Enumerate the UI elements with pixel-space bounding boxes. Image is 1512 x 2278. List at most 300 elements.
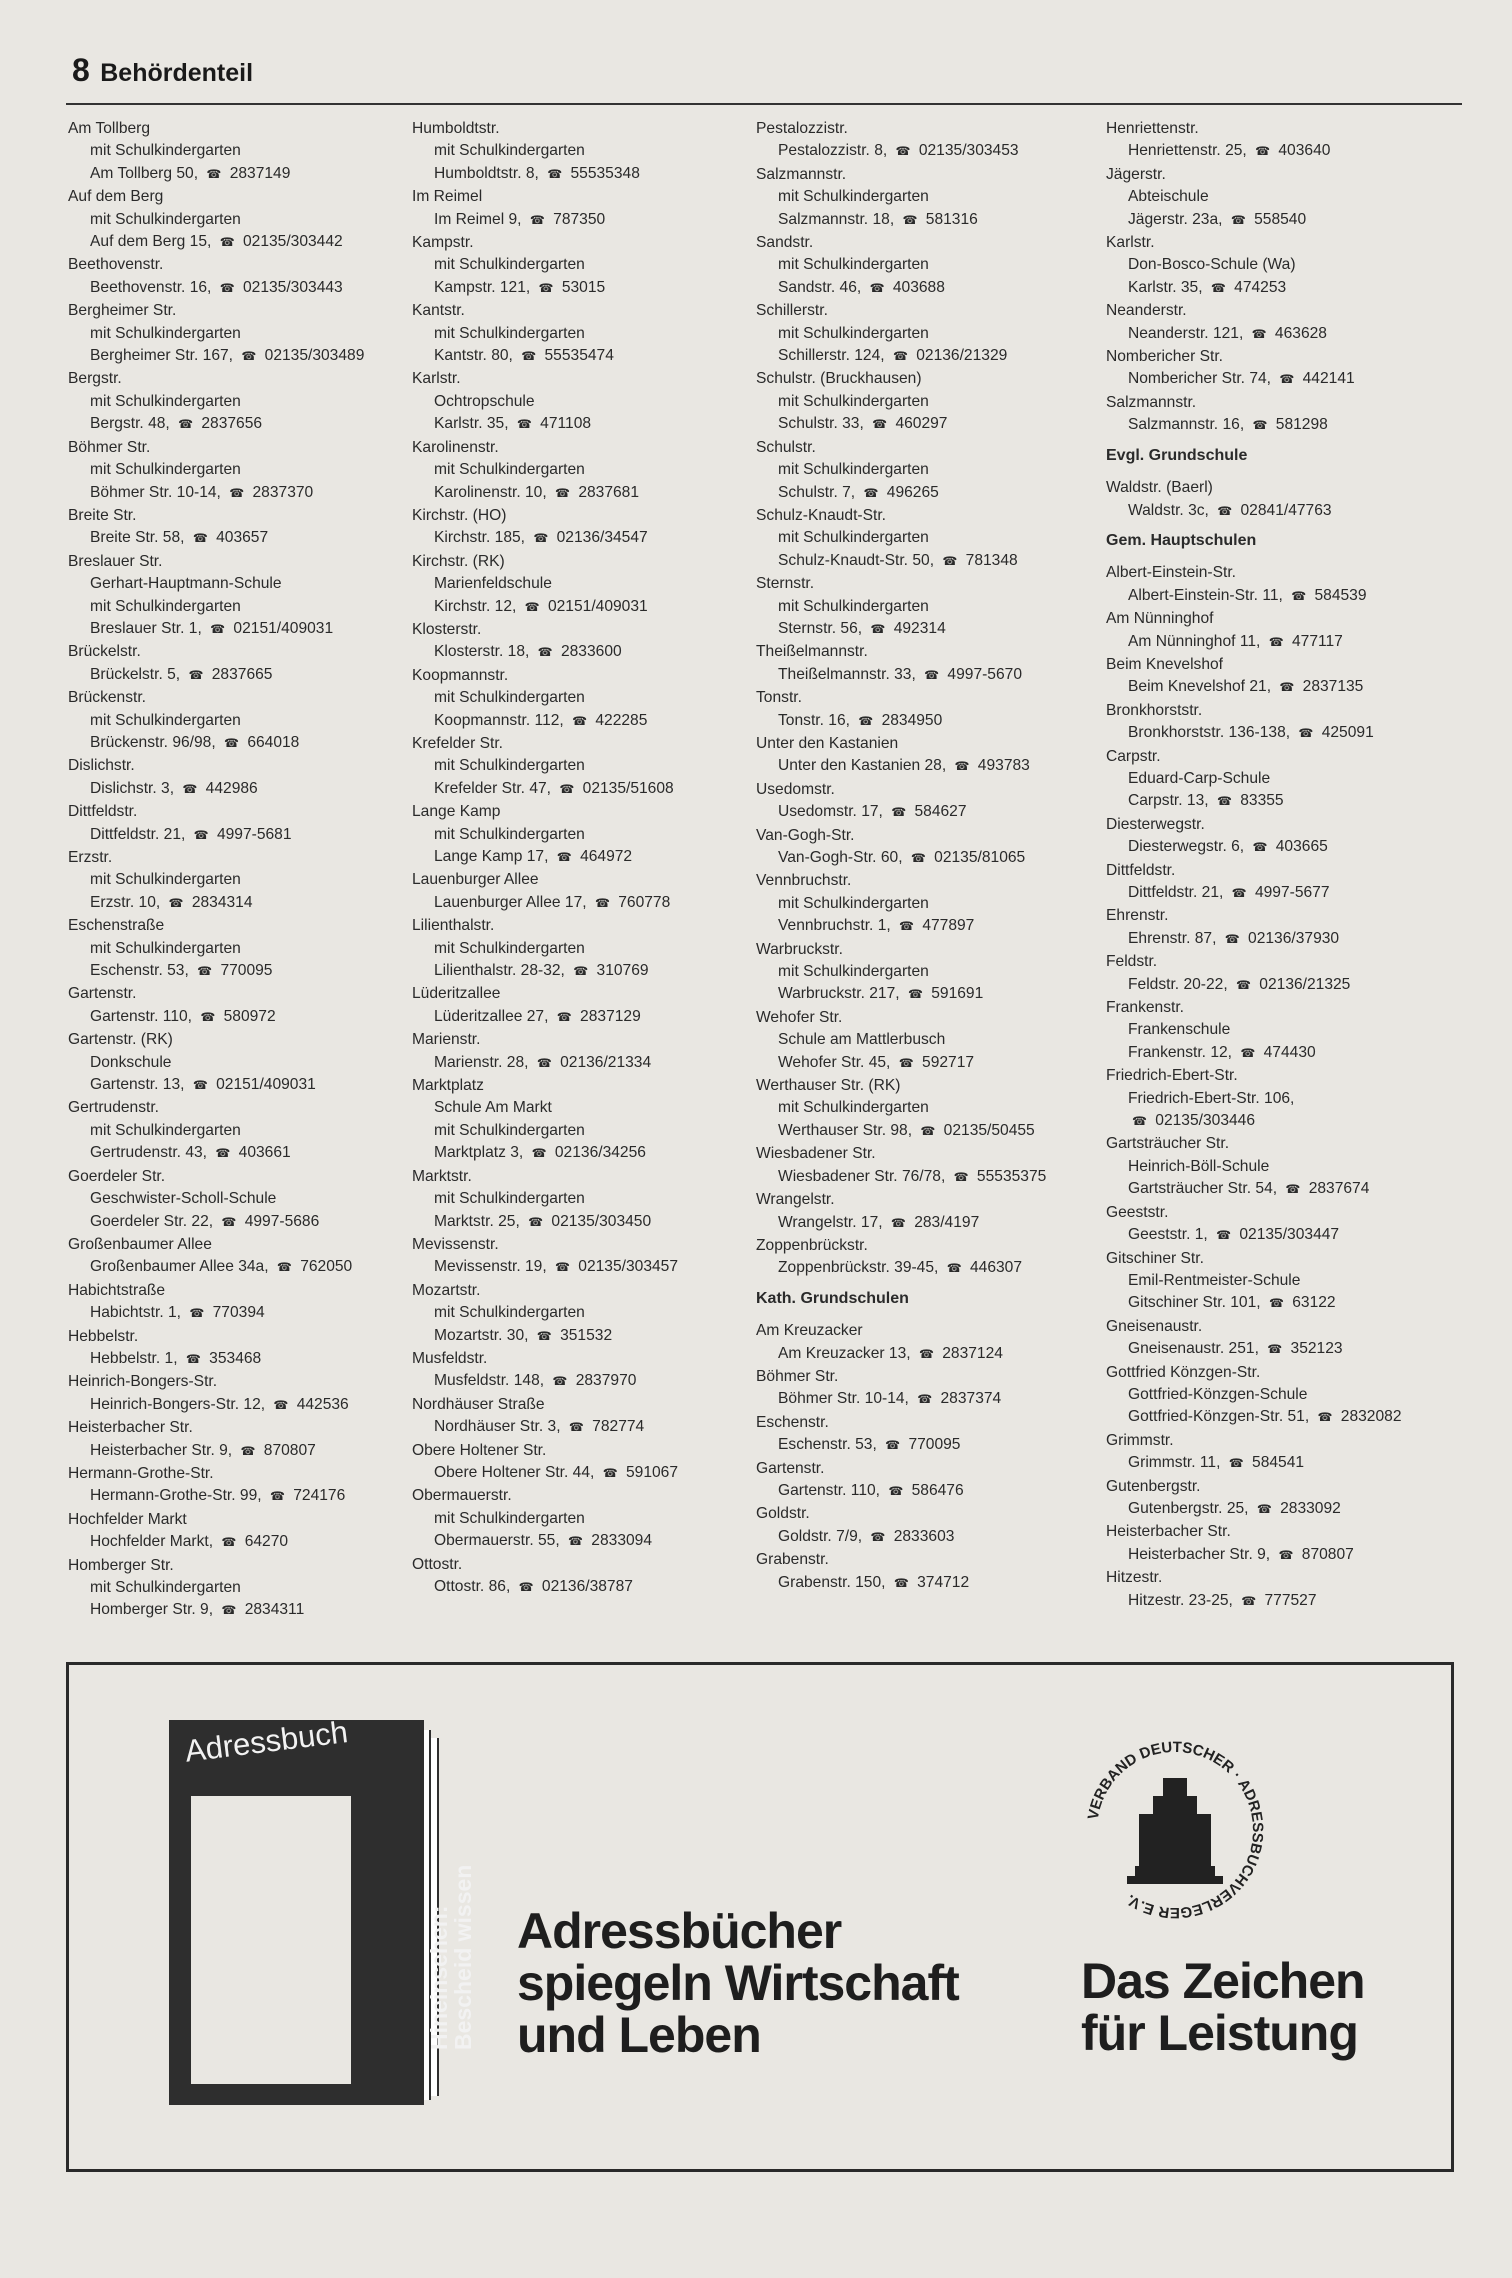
phone-icon: ☎	[1291, 588, 1307, 603]
entry-street: Hermann-Grothe-Str.	[68, 1464, 214, 1482]
school-entry	[68, 1509, 398, 1554]
entry-detail: mit Schulkindergarten	[90, 1579, 241, 1596]
phone-icon: ☎	[536, 1055, 552, 1070]
phone-icon: ☎	[1230, 212, 1246, 227]
phone-icon: ☎	[1298, 726, 1314, 741]
phone-icon: ☎	[1252, 418, 1268, 433]
entry-street: Karolinenstr.	[412, 438, 499, 456]
school-entry	[756, 437, 1096, 504]
entry-street: Hitzestr.	[1106, 1569, 1163, 1587]
entry-detail: mit Schulkindergarten	[778, 894, 929, 912]
phone-icon: ☎	[276, 1260, 292, 1275]
entry-detail: Schule am Mattlerbusch	[778, 1031, 946, 1049]
school-entry	[1106, 1362, 1462, 1429]
phone-icon: ☎	[1231, 886, 1247, 900]
entry-detail: mit Schulkindergarten	[434, 1509, 585, 1527]
entry-street: Usedomstr.	[756, 780, 835, 798]
entry-street: Habichtstraße	[68, 1281, 166, 1299]
entry-detail: Abteischule	[1128, 188, 1209, 206]
entry-detail: Großenbaumer Allee 34a, ☎ 762050	[90, 1258, 353, 1276]
entry-street: Henriettenstr.	[1106, 120, 1199, 137]
entry-detail: mit Schulkindergarten	[778, 324, 929, 342]
school-entry	[1106, 477, 1462, 522]
entry-street: Lange Kamp	[412, 803, 501, 821]
entry-detail: Marienstr. 28, ☎ 02136/21334	[434, 1053, 652, 1071]
book-title: Adressbuch	[183, 1714, 350, 1769]
entry-detail: Kantstr. 80, ☎ 55535474	[434, 347, 614, 365]
entry-detail: Erzstr. 10, ☎ 2834314	[90, 893, 253, 911]
entry-detail: Heinrich-Bongers-Str. 12, ☎ 442536	[90, 1395, 349, 1413]
entry-detail: mit Schulkindergarten	[90, 1121, 241, 1139]
phone-icon: ☎	[528, 1214, 544, 1229]
school-entry	[412, 1075, 742, 1165]
entry-detail: mit Schulkindergarten	[778, 597, 929, 615]
school-entry	[756, 1366, 1096, 1411]
phone-icon: ☎	[537, 645, 553, 660]
entry-street: Kirchstr. (RK)	[412, 552, 505, 570]
book-spine-line-1: Hineinsehen:	[426, 1905, 452, 2050]
entry-detail: Pestalozzistr. 8, ☎ 02135/303453	[778, 142, 1019, 160]
phone-icon: ☎	[869, 280, 885, 295]
entry-detail: Brückelstr. 5, ☎ 2837665	[90, 665, 273, 683]
school-entry	[68, 1280, 398, 1325]
entry-detail: mit Schulkindergarten	[778, 1099, 929, 1117]
phone-icon: ☎	[200, 1009, 216, 1024]
entry-street: Eschenstr.	[756, 1413, 829, 1431]
entry-detail: Sandstr. 46, ☎ 403688	[778, 278, 945, 296]
entry-detail: Marienfeldschule	[434, 575, 552, 593]
entry-detail: Grabenstr. 150, ☎ 374712	[778, 1573, 970, 1591]
entry-street: Lüderitzallee	[412, 985, 501, 1003]
school-entry	[412, 551, 742, 618]
phone-icon: ☎	[521, 349, 537, 364]
school-entry	[412, 118, 742, 185]
school-entry	[412, 1394, 742, 1439]
entry-detail: mit Schulkindergarten	[778, 529, 929, 547]
school-entry	[1106, 118, 1462, 163]
phone-icon: ☎	[221, 1603, 237, 1618]
school-entry	[756, 1007, 1096, 1074]
entry-detail: Klosterstr. 18, ☎ 2833600	[434, 643, 622, 661]
entry-street: Albert-Einstein-Str.	[1106, 564, 1236, 582]
entry-street: Pestalozzistr.	[756, 120, 848, 137]
entry-detail: mit Schulkindergarten	[778, 461, 929, 479]
entry-detail: Eschenstr. 53, ☎ 770095	[778, 1436, 961, 1454]
entry-street: Wiesbadener Str.	[756, 1145, 876, 1163]
phone-icon: ☎	[168, 895, 184, 910]
entry-detail: Gertrudenstr. 43, ☎ 403661	[90, 1144, 291, 1162]
entry-detail: Schulstr. 33, ☎ 460297	[778, 415, 948, 433]
entry-street: Goerdeler Str.	[68, 1167, 166, 1185]
school-entry	[756, 1412, 1096, 1457]
entry-detail: Koopmannstr. 112, ☎ 422285	[434, 711, 648, 729]
phone-icon: ☎	[518, 1580, 534, 1594]
school-entry	[756, 939, 1096, 1006]
entry-detail: Lauenburger Allee 17, ☎ 760778	[434, 893, 671, 911]
entry-detail: Ehrenstr. 87, ☎ 02136/37930	[1128, 929, 1340, 947]
phone-icon: ☎	[1252, 840, 1268, 855]
school-entry	[756, 825, 1096, 870]
entry-street: Eschenstraße	[68, 917, 165, 935]
school-entry	[1106, 1316, 1462, 1361]
entry-detail: Nombericher Str. 74, ☎ 442141	[1128, 370, 1355, 388]
entry-detail: mit Schulkindergarten	[90, 210, 241, 228]
entry-street: Gartenstr.	[756, 1459, 825, 1477]
entry-street: Heisterbacher Str.	[68, 1419, 193, 1437]
school-entry	[68, 1555, 398, 1622]
school-entry	[412, 1166, 742, 1233]
school-entry	[756, 687, 1096, 732]
phone-icon: ☎	[572, 713, 588, 728]
entry-detail: Salzmannstr. 16, ☎ 581298	[1128, 416, 1328, 434]
entry-detail: Mevissenstr. 19, ☎ 02135/303457	[434, 1258, 679, 1276]
school-entry	[412, 915, 742, 982]
entry-detail: Henriettenstr. 25, ☎ 403640	[1128, 142, 1331, 160]
phone-icon: ☎	[1240, 1045, 1256, 1060]
school-entry	[756, 1320, 1096, 1365]
school-entry	[1106, 951, 1462, 996]
entry-street: Homberger Str.	[68, 1556, 174, 1574]
section-heading: Gem. Hauptschulen	[1106, 531, 1257, 549]
entry-detail: Geschwister-Scholl-Schule	[90, 1190, 277, 1208]
entry-detail: mit Schulkindergarten	[778, 256, 929, 274]
school-entry	[756, 641, 1096, 686]
entry-street: Neanderstr.	[1106, 302, 1187, 320]
phone-icon: ☎	[192, 531, 208, 546]
entry-detail: Gartsträucher Str. 54, ☎ 2837674	[1128, 1180, 1370, 1198]
entry-detail: Vennbruchstr. 1, ☎ 477897	[778, 917, 975, 935]
entry-detail: Kampstr. 121, ☎ 53015	[434, 278, 606, 296]
phone-icon: ☎	[898, 1055, 914, 1070]
phone-icon: ☎	[858, 713, 874, 728]
entry-detail: Böhmer Str. 10-14, ☎ 2837370	[90, 483, 314, 501]
entry-detail: Obermauerstr. 55, ☎ 2833094	[434, 1532, 653, 1550]
entry-street: Carpstr.	[1106, 747, 1161, 765]
entry-detail: Unter den Kastanien 28, ☎ 493783	[778, 757, 1030, 775]
entry-detail: Dittfeldstr. 21, ☎ 4997-5681	[90, 825, 292, 843]
entry-street: Marienstr.	[412, 1031, 481, 1049]
phone-icon: ☎	[953, 1169, 969, 1184]
phone-icon: ☎	[1279, 372, 1295, 387]
school-entry	[756, 1458, 1096, 1503]
school-entry	[68, 1326, 398, 1371]
phone-icon: ☎	[206, 166, 222, 181]
entry-street: Gartsträucher Str.	[1106, 1135, 1230, 1153]
school-entry	[1106, 392, 1462, 437]
entry-street: Warbruckstr.	[756, 940, 843, 958]
entry-detail: Gerhart-Hauptmann-Schule	[90, 575, 282, 593]
entry-street: Marktstr.	[412, 1167, 472, 1185]
phone-icon: ☎	[870, 621, 886, 636]
school-entry	[68, 505, 398, 550]
book-spine-text	[427, 1690, 475, 2050]
phone-icon: ☎	[224, 735, 239, 750]
entry-street: Dittfeldstr.	[1106, 861, 1176, 879]
school-entry	[412, 1029, 742, 1074]
entry-detail: Werthauser Str. 98, ☎ 02135/50455	[778, 1121, 1035, 1139]
entry-detail: Mozartstr. 30, ☎ 351532	[434, 1326, 613, 1344]
school-entry	[1106, 608, 1462, 653]
entry-street: Karlstr.	[412, 370, 461, 388]
entry-street: Heisterbacher Str.	[1106, 1523, 1231, 1541]
entry-street: Klosterstr.	[412, 620, 482, 638]
phone-icon: ☎	[559, 781, 575, 796]
school-entry	[756, 1075, 1096, 1142]
entry-street: Wrangelstr.	[756, 1191, 835, 1209]
school-entry	[412, 733, 742, 800]
entry-street: Krefelder Str.	[412, 734, 504, 752]
entry-detail: mit Schulkindergarten	[434, 461, 585, 479]
phone-icon: ☎	[568, 1534, 583, 1549]
school-entry	[412, 869, 742, 914]
phone-icon: ☎	[219, 235, 235, 250]
phone-icon: ☎	[920, 1123, 936, 1138]
entry-detail: Warbruckstr. 217, ☎ 591691	[778, 985, 984, 1003]
slogan-left-line-1: Adressbücher	[517, 1903, 842, 1959]
school-entry	[412, 232, 742, 299]
directory-column-3	[756, 118, 1096, 1595]
slogan-right-line-2: für Leistung	[1081, 2005, 1358, 2061]
verband-logo	[1075, 1730, 1275, 1930]
entry-street: Im Reimel	[412, 188, 483, 206]
phone-icon: ☎	[529, 212, 545, 227]
entry-street: Gartenstr. (RK)	[68, 1031, 173, 1049]
school-entry	[1106, 1248, 1462, 1315]
entry-street: Unter den Kastanien	[756, 734, 899, 752]
entry-detail: mit Schulkindergarten	[90, 871, 241, 889]
entry-detail: Beim Knevelshof 21, ☎ 2837135	[1128, 678, 1364, 696]
school-entry	[1106, 860, 1462, 905]
phone-icon: ☎	[924, 667, 940, 682]
entry-detail: mit Schulkindergarten	[90, 324, 241, 342]
entry-street: Humboldtstr.	[412, 120, 500, 137]
phone-icon: ☎	[893, 1575, 909, 1590]
phone-icon: ☎	[910, 851, 926, 865]
entry-street: Obere Holtener Str.	[412, 1441, 547, 1459]
school-entry	[412, 1348, 742, 1393]
phone-icon: ☎	[1216, 794, 1232, 809]
section-heading: Evgl. Grundschule	[1106, 446, 1248, 464]
entry-detail: Lange Kamp 17, ☎ 464972	[434, 848, 633, 865]
entry-street: Karlstr.	[1106, 234, 1155, 252]
phone-icon: ☎	[890, 1215, 906, 1230]
slogan-left	[517, 1905, 959, 2061]
phone-icon: ☎	[1268, 634, 1284, 649]
entry-detail: Gneisenaustr. 251, ☎ 352123	[1128, 1340, 1343, 1358]
school-entry	[68, 1371, 398, 1416]
entry-street: Beethovenstr.	[68, 256, 164, 274]
entry-street: Salzmannstr.	[756, 165, 847, 183]
entry-street: Schulstr. (Bruckhausen)	[756, 370, 922, 388]
entry-street: Lauenburger Allee	[412, 871, 539, 889]
school-entry	[412, 437, 742, 504]
entry-street: Schulz-Knaudt-Str.	[756, 506, 887, 524]
entry-detail: mit Schulkindergarten	[90, 939, 241, 957]
school-entry	[68, 915, 398, 982]
phone-icon: ☎	[516, 417, 532, 432]
school-entry	[68, 1463, 398, 1508]
school-entry	[1106, 814, 1462, 859]
entry-detail: Böhmer Str. 10-14, ☎ 2837374	[778, 1390, 1002, 1408]
entry-street: Grabenstr.	[756, 1551, 829, 1569]
entry-detail: Theißelmannstr. 33, ☎ 4997-5670	[778, 665, 1022, 683]
entry-detail: Gartenstr. 13, ☎ 02151/409031	[90, 1076, 316, 1094]
school-entry	[412, 1485, 742, 1552]
entry-detail: Wiesbadener Str. 76/78, ☎ 55535375	[778, 1167, 1047, 1185]
phone-icon: ☎	[552, 1374, 568, 1389]
entry-street: Zoppenbrückstr.	[756, 1236, 868, 1254]
entry-detail: Habichtstr. 1, ☎ 770394	[90, 1304, 265, 1322]
entry-detail: Marktplatz 3, ☎ 02136/34256	[434, 1144, 646, 1162]
school-entry	[1106, 1521, 1462, 1566]
phone-icon: ☎	[273, 1397, 289, 1412]
phone-icon: ☎	[185, 1351, 201, 1366]
phone-icon: ☎	[221, 1535, 237, 1550]
entry-street: Großenbaumer Allee	[68, 1235, 212, 1253]
phone-icon: ☎	[555, 485, 570, 500]
entry-detail: Jägerstr. 23a, ☎ 558540	[1128, 210, 1307, 228]
entry-detail: Heisterbacher Str. 9, ☎ 870807	[1128, 1545, 1354, 1563]
school-entry	[68, 801, 398, 846]
entry-detail: ☎ 02135/303446	[1132, 1112, 1256, 1130]
entry-detail: Bergheimer Str. 167, ☎ 02135/303489	[90, 347, 365, 365]
school-entry	[68, 1097, 398, 1164]
entry-detail: Gartenstr. 110, ☎ 580972	[90, 1007, 276, 1025]
school-entry	[1106, 1133, 1462, 1200]
school-entry	[412, 1440, 742, 1485]
phone-icon: ☎	[918, 1346, 934, 1361]
school-entry	[1106, 1476, 1462, 1521]
entry-street: Nombericher Str.	[1106, 348, 1223, 366]
entry-detail: Geeststr. 1, ☎ 02135/303447	[1128, 1226, 1340, 1244]
entry-detail: Dittfeldstr. 21, ☎ 4997-5677	[1128, 884, 1330, 901]
entry-detail: mit Schulkindergarten	[434, 757, 585, 775]
entry-street: Vennbruchstr.	[756, 872, 852, 890]
school-entry	[412, 1234, 742, 1279]
entry-detail: Auf dem Berg 15, ☎ 02135/303442	[90, 233, 343, 251]
entry-street: Theißelmannstr.	[756, 643, 868, 661]
entry-detail: Schulz-Knaudt-Str. 50, ☎ 781348	[778, 551, 1018, 569]
logo-building-icon	[1127, 1778, 1223, 1884]
entry-detail: Marktstr. 25, ☎ 02135/303450	[434, 1212, 652, 1230]
phone-icon: ☎	[1216, 1228, 1232, 1243]
school-entry	[756, 118, 1096, 163]
entry-detail: mit Schulkindergarten	[434, 1190, 585, 1208]
school-entry	[1106, 346, 1462, 391]
entry-detail: mit Schulkindergarten	[434, 1304, 585, 1322]
school-entry	[412, 186, 742, 231]
entry-street: Ehrenstr.	[1106, 907, 1169, 925]
entry-detail: Bergstr. 48, ☎ 2837656	[90, 415, 263, 433]
school-entry	[68, 983, 398, 1028]
entry-detail: Am Tollberg 50, ☎ 2837149	[90, 164, 291, 182]
phone-icon: ☎	[1278, 1547, 1294, 1562]
entry-detail: Feldstr. 20-22, ☎ 02136/21325	[1128, 975, 1351, 993]
entry-street: Friedrich-Ebert-Str.	[1106, 1067, 1238, 1085]
entry-street: Bergheimer Str.	[68, 302, 177, 320]
entry-detail: Kirchstr. 12, ☎ 02151/409031	[434, 597, 648, 615]
entry-detail: Wrangelstr. 17, ☎ 283/4197	[778, 1213, 980, 1231]
entry-street: Wehofer Str.	[756, 1008, 843, 1026]
phone-icon: ☎	[954, 759, 970, 774]
phone-icon: ☎	[1317, 1410, 1333, 1425]
school-entry	[1106, 997, 1462, 1064]
phone-icon: ☎	[942, 553, 958, 568]
phone-icon: ☎	[946, 1261, 962, 1276]
directory-column-1	[68, 118, 398, 1623]
entry-detail: Sternstr. 56, ☎ 492314	[778, 619, 946, 637]
entry-street: Van-Gogh-Str.	[756, 826, 855, 844]
phone-icon: ☎	[573, 964, 589, 979]
entry-detail: mit Schulkindergarten	[90, 597, 241, 615]
entry-detail: Friedrich-Ebert-Str. 106,	[1128, 1089, 1295, 1107]
phone-icon: ☎	[555, 1260, 570, 1275]
entry-street: Böhmer Str.	[68, 438, 151, 456]
entry-detail: Kirchstr. 185, ☎ 02136/34547	[434, 529, 648, 547]
entry-street: Brückenstr.	[68, 689, 146, 707]
school-entry	[756, 870, 1096, 937]
phone-icon: ☎	[1285, 1182, 1301, 1197]
entry-detail: mit Schulkindergarten	[778, 963, 929, 981]
phone-icon: ☎	[1268, 1296, 1284, 1311]
entry-street: Erzstr.	[68, 849, 113, 866]
phone-icon: ☎	[219, 280, 235, 295]
entry-street: Bronkhorststr.	[1106, 701, 1203, 719]
school-entry	[68, 186, 398, 253]
entry-street: Gitschiner Str.	[1106, 1249, 1204, 1267]
school-entry	[756, 1235, 1096, 1280]
phone-icon: ☎	[602, 1465, 618, 1480]
entry-street: Am Kreuzacker	[756, 1322, 863, 1340]
school-entry	[756, 368, 1096, 435]
school-entry	[412, 1280, 742, 1347]
phone-icon: ☎	[1279, 680, 1295, 695]
entry-detail: Schillerstr. 124, ☎ 02136/21329	[778, 347, 1008, 365]
entry-detail: mit Schulkindergarten	[778, 392, 929, 410]
school-entry	[68, 1029, 398, 1096]
entry-detail: Gottfried-Könzgen-Str. 51, ☎ 2832082	[1128, 1408, 1402, 1426]
school-entry	[412, 801, 742, 868]
entry-street: Am Tollberg	[68, 120, 151, 137]
phone-icon: ☎	[917, 1392, 933, 1407]
entry-detail: Waldstr. 3c, ☎ 02841/47763	[1128, 501, 1332, 519]
phone-icon: ☎	[892, 349, 908, 364]
school-entry	[68, 1234, 398, 1279]
entry-detail: Krefelder Str. 47, ☎ 02135/51608	[434, 779, 674, 797]
entry-detail: Schulstr. 7, ☎ 496265	[778, 483, 939, 501]
entry-detail: mit Schulkindergarten	[778, 188, 929, 206]
entry-street: Beim Knevelshof	[1106, 655, 1224, 673]
page-number: 8	[72, 52, 90, 88]
book-spine-line-2: Bescheid wissen	[450, 1864, 476, 2050]
entry-street: Lilienthalstr.	[412, 917, 495, 935]
entry-street: Kampstr.	[412, 234, 474, 252]
entry-detail: Breslauer Str. 1, ☎ 02151/409031	[90, 619, 334, 637]
phone-icon: ☎	[241, 349, 257, 364]
entry-detail: Hebbelstr. 1, ☎ 353468	[90, 1349, 262, 1367]
school-entry	[412, 368, 742, 435]
school-entry	[756, 1189, 1096, 1234]
entry-street: Obermauerstr.	[412, 1487, 512, 1505]
school-entry	[68, 687, 398, 754]
school-entry	[756, 232, 1096, 299]
entry-detail: Ottostr. 86, ☎ 02136/38787	[434, 1578, 633, 1595]
logo-ring-text: VERBAND DEUTSCHER · ADRESSBUCHVERLEGER E.V.	[1084, 1738, 1267, 1922]
slogan-left-line-3: und Leben	[517, 2007, 761, 2063]
phone-icon: ☎	[1228, 1456, 1244, 1471]
entry-detail: mit Schulkindergarten	[90, 392, 241, 410]
entry-detail: Gitschiner Str. 101, ☎ 63122	[1128, 1294, 1336, 1312]
